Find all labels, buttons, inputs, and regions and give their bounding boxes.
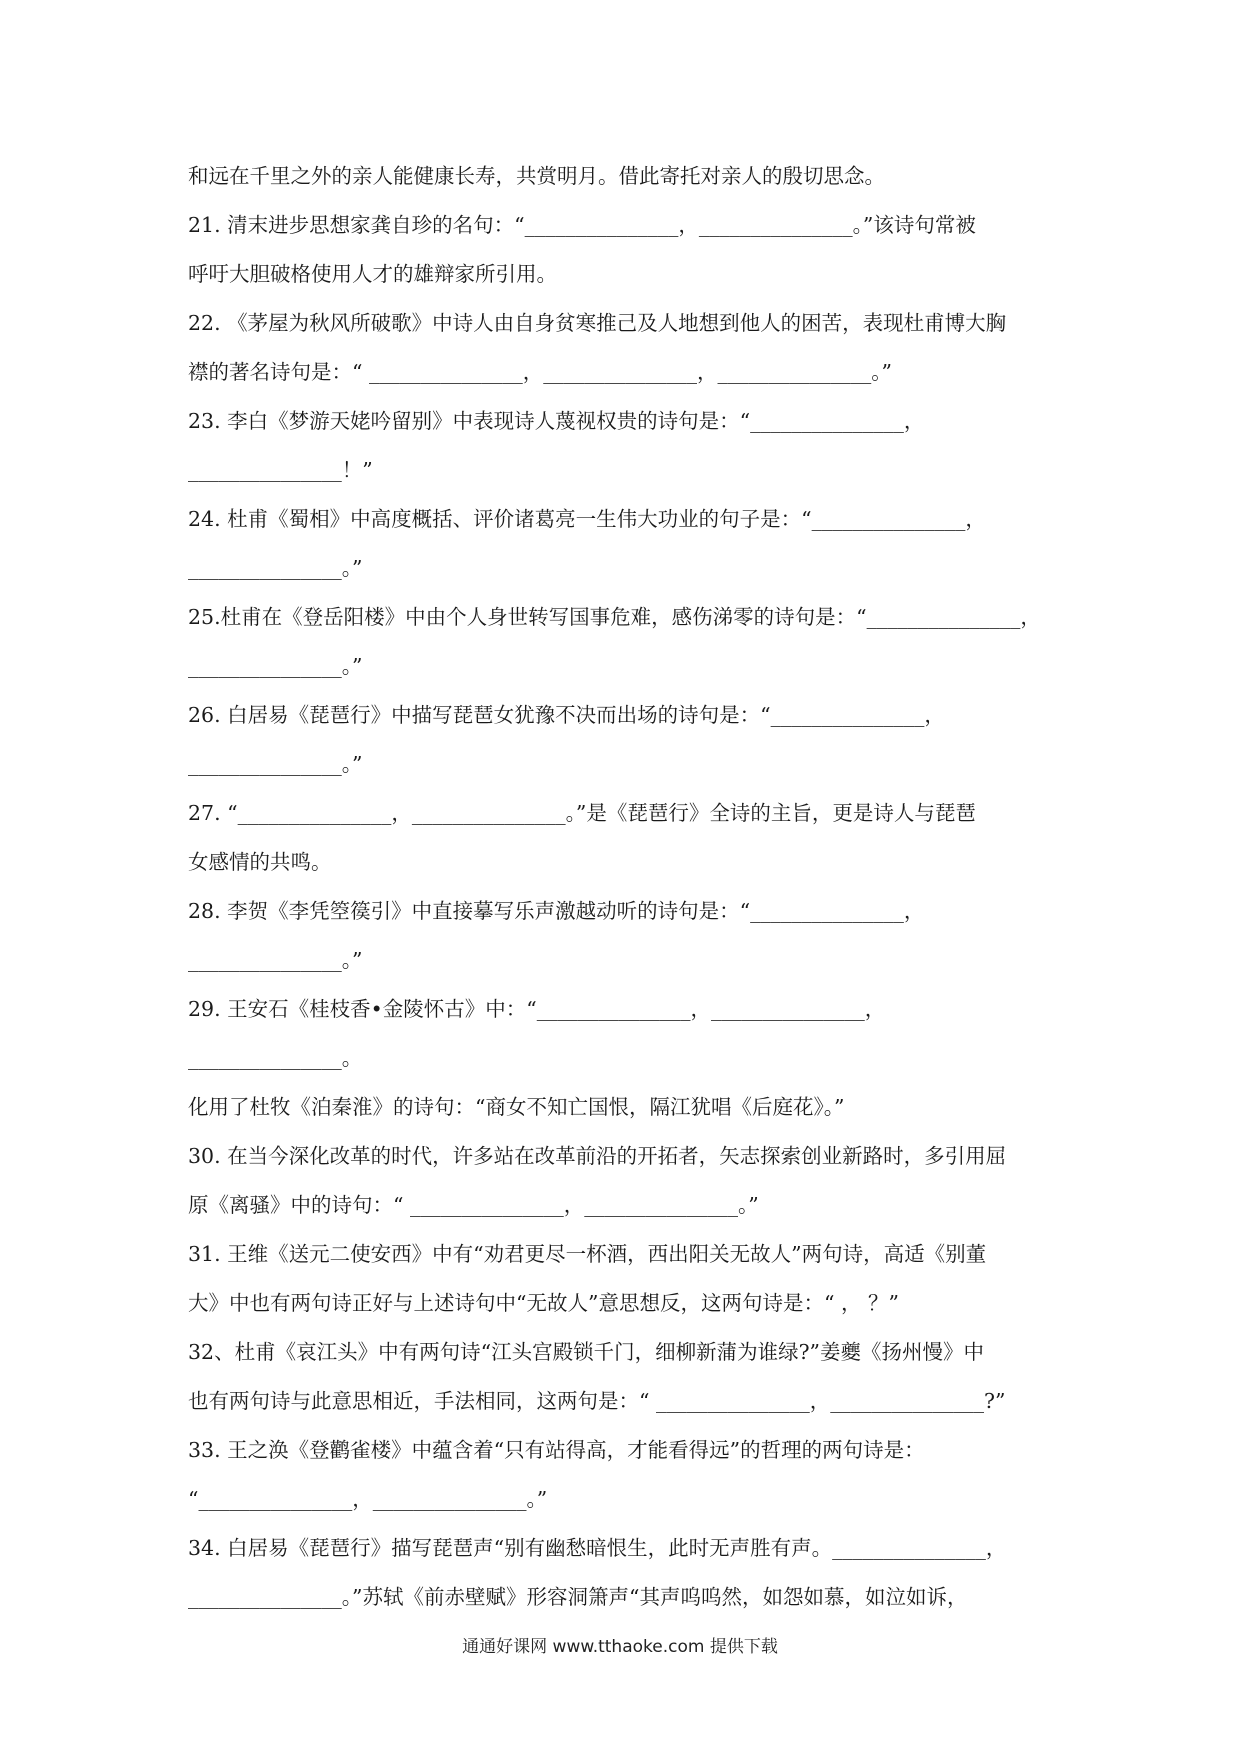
question-text-block — [188, 152, 1068, 1622]
question-28-line-1: 28. 李贺《李凭箜篌引》中直接摹写乐声激越动听的诗句是：“_______________， — [188, 899, 925, 923]
question-27-line-1: 27. “_______________，_______________。”是《琵琶行》全诗的主旨，更是诗人与琵琶 — [188, 801, 976, 825]
question-34-line-2: _______________。”苏轼《前赤壁赋》形容洞箫声“其声呜呜然，如怨如慕，如泣如诉， — [188, 1585, 968, 1609]
question-22-line-2: 襟的著名诗句是：“ _______________，_______________，_______________。” — [188, 360, 892, 384]
question-21-line-1: 21. 清末进步思想家龚自珍的名句：“_______________，_______________。”该诗句常被 — [188, 213, 976, 237]
question-29-line-2: _______________。 — [188, 1046, 363, 1070]
question-28-line-2: _______________。” — [188, 948, 363, 972]
question-31-line-2: 大》中也有两句诗正好与上述诗句中“无故人”意思想反，这两句诗是：“ ， ？” — [188, 1291, 899, 1315]
question-33-line-2: “_______________，_______________。” — [188, 1487, 548, 1511]
question-21-line-2: 呼吁大胆破格使用人才的雄辩家所引用。 — [188, 262, 557, 286]
question-32-line-1: 32、杜甫《哀江头》中有两句诗“江头宫殿锁千门，细柳新蒲为谁绿?”姜夔《扬州慢》中 — [188, 1340, 985, 1364]
question-29-line-3: 化用了杜牧《泊秦淮》的诗句：“商女不知亡国恨，隔江犹唱《后庭花》。” — [188, 1095, 845, 1119]
question-34-line-1: 34. 白居易《琵琶行》描写琵琶声“别有幽愁暗恨生，此时无声胜有声。_______________， — [188, 1536, 1007, 1560]
question-26-line-2: _______________。” — [188, 752, 363, 776]
question-32-line-2: 也有两句诗与此意思相近，手法相同，这两句是：“ _______________，_______________?” — [188, 1389, 1006, 1413]
question-29-line-1: 29. 王安石《桂枝香•金陵怀古》中：“_______________，_______________， — [188, 997, 886, 1021]
question-30-line-2: 原《离骚》中的诗句：“ _______________，_______________。” — [188, 1193, 759, 1217]
question-24-line-2: _______________。” — [188, 556, 363, 580]
page-footer: 通通好课网 www.tthaoke.com 提供下载 — [462, 1637, 778, 1657]
question-23-line-2: _______________！” — [188, 458, 373, 482]
text-line: 和远在千里之外的亲人能健康长寿，共赏明月。借此寄托对亲人的殷切思念。 — [188, 164, 885, 188]
question-24-line-1: 24. 杜甫《蜀相》中高度概括、评价诸葛亮一生伟大功业的句子是：“_______________， — [188, 507, 986, 531]
question-33-line-1: 33. 王之涣《登鹳雀楼》中蕴含着“只有站得高，才能看得远”的哲理的两句诗是： — [188, 1438, 925, 1462]
question-23-line-1: 23. 李白《梦游天姥吟留别》中表现诗人蔑视权贵的诗句是：“_______________， — [188, 409, 925, 433]
question-30-line-1: 30. 在当今深化改革的时代，许多站在改革前沿的开拓者，矢志探索创业新路时，多引用屈 — [188, 1144, 1007, 1168]
question-27-line-2: 女感情的共鸣。 — [188, 850, 332, 874]
question-25-line-1: 25.杜甫在《登岳阳楼》中由个人身世转写国事危难，感伤涕零的诗句是：“_______________， — [188, 605, 1041, 629]
question-22-line-1: 22. 《茅屋为秋风所破歌》中诗人由自身贫寒推己及人地想到他人的困苦，表现杜甫博大胸 — [188, 311, 1007, 335]
question-25-line-2: _______________。” — [188, 654, 363, 678]
question-31-line-1: 31. 王维《送元二使安西》中有“劝君更尽一杯酒，西出阳关无故人”两句诗，高适《别董 — [188, 1242, 987, 1266]
question-26-line-1: 26. 白居易《琵琶行》中描写琵琶女犹豫不决而出场的诗句是：“_______________， — [188, 703, 945, 727]
